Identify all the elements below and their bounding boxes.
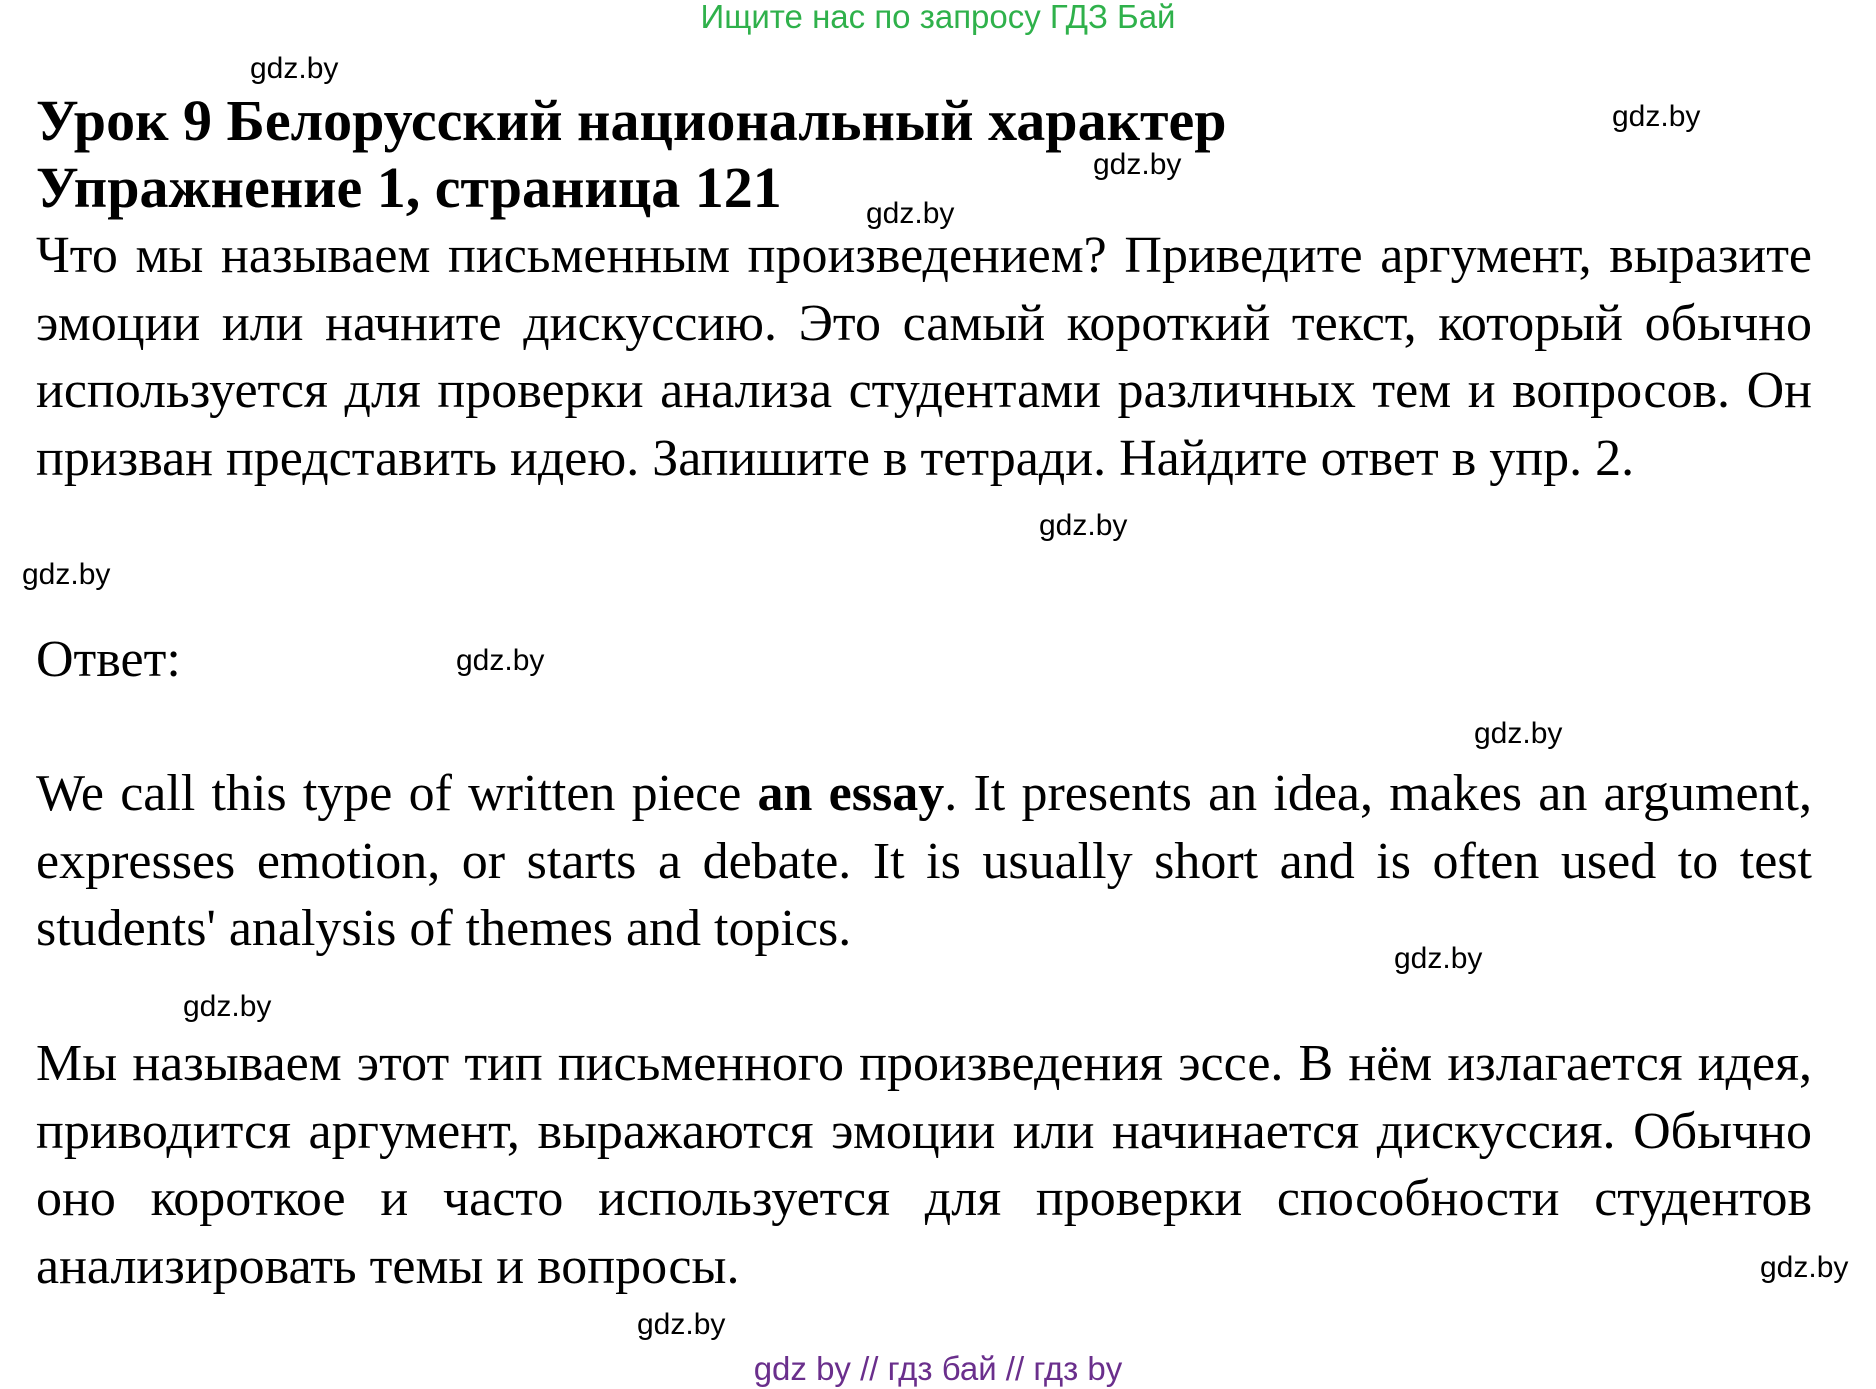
watermark: gdz.by (250, 52, 339, 85)
watermark: gdz.by (1612, 100, 1701, 133)
watermark: gdz.by (456, 644, 545, 677)
search-banner: Ищите нас по запросу ГДЗ Бай (700, 0, 1176, 35)
lesson-title: Урок 9 Белорусский национальный характер (36, 88, 1227, 153)
watermark: gdz.by (637, 1308, 726, 1341)
answer-label: Ответ: (36, 631, 181, 688)
watermark: gdz.by (1039, 509, 1128, 542)
watermark: gdz.by (1474, 717, 1563, 750)
answer-keyword: an essay (757, 765, 945, 822)
watermark: gdz.by (1093, 148, 1182, 181)
question-text: Что мы называем письменным произведением? Приведите аргумент, выразите эмоции или начните дискуссию. Это самый короткий текст, который обычно используется для проверки анализа студентами различных тем и вопросов. Он призван представить идею. Запишите в тетради. Найдите ответ в упр. 2. (36, 227, 1812, 487)
footer-links: gdz by // гдз бай // гдз by (753, 1350, 1123, 1387)
watermark: gdz.by (183, 990, 272, 1023)
watermark: gdz.by (22, 558, 111, 591)
exercise-title: Упражнение 1, страница 121 (36, 155, 782, 220)
answer-english-start: We call this type of written piece (36, 765, 758, 822)
watermark: gdz.by (866, 197, 955, 230)
answer-english-end: . It presents an idea, makes an argument, expresses emotion, or starts a debate. It is usually short and is often used to test students' analysis of themes and topics. (36, 765, 1812, 957)
answer-russian: Мы называем этот тип письменного произведения эссе. В нём излагается идея, приводится аргумент, выражаются эмоции или начинается дискуссия. Обычно оно короткое и часто используется для проверки способности студентов анализировать темы и вопросы. (36, 1035, 1812, 1295)
answer-english (36, 760, 1812, 963)
watermark: gdz.by (1760, 1251, 1849, 1284)
watermark: gdz.by (1394, 942, 1483, 975)
